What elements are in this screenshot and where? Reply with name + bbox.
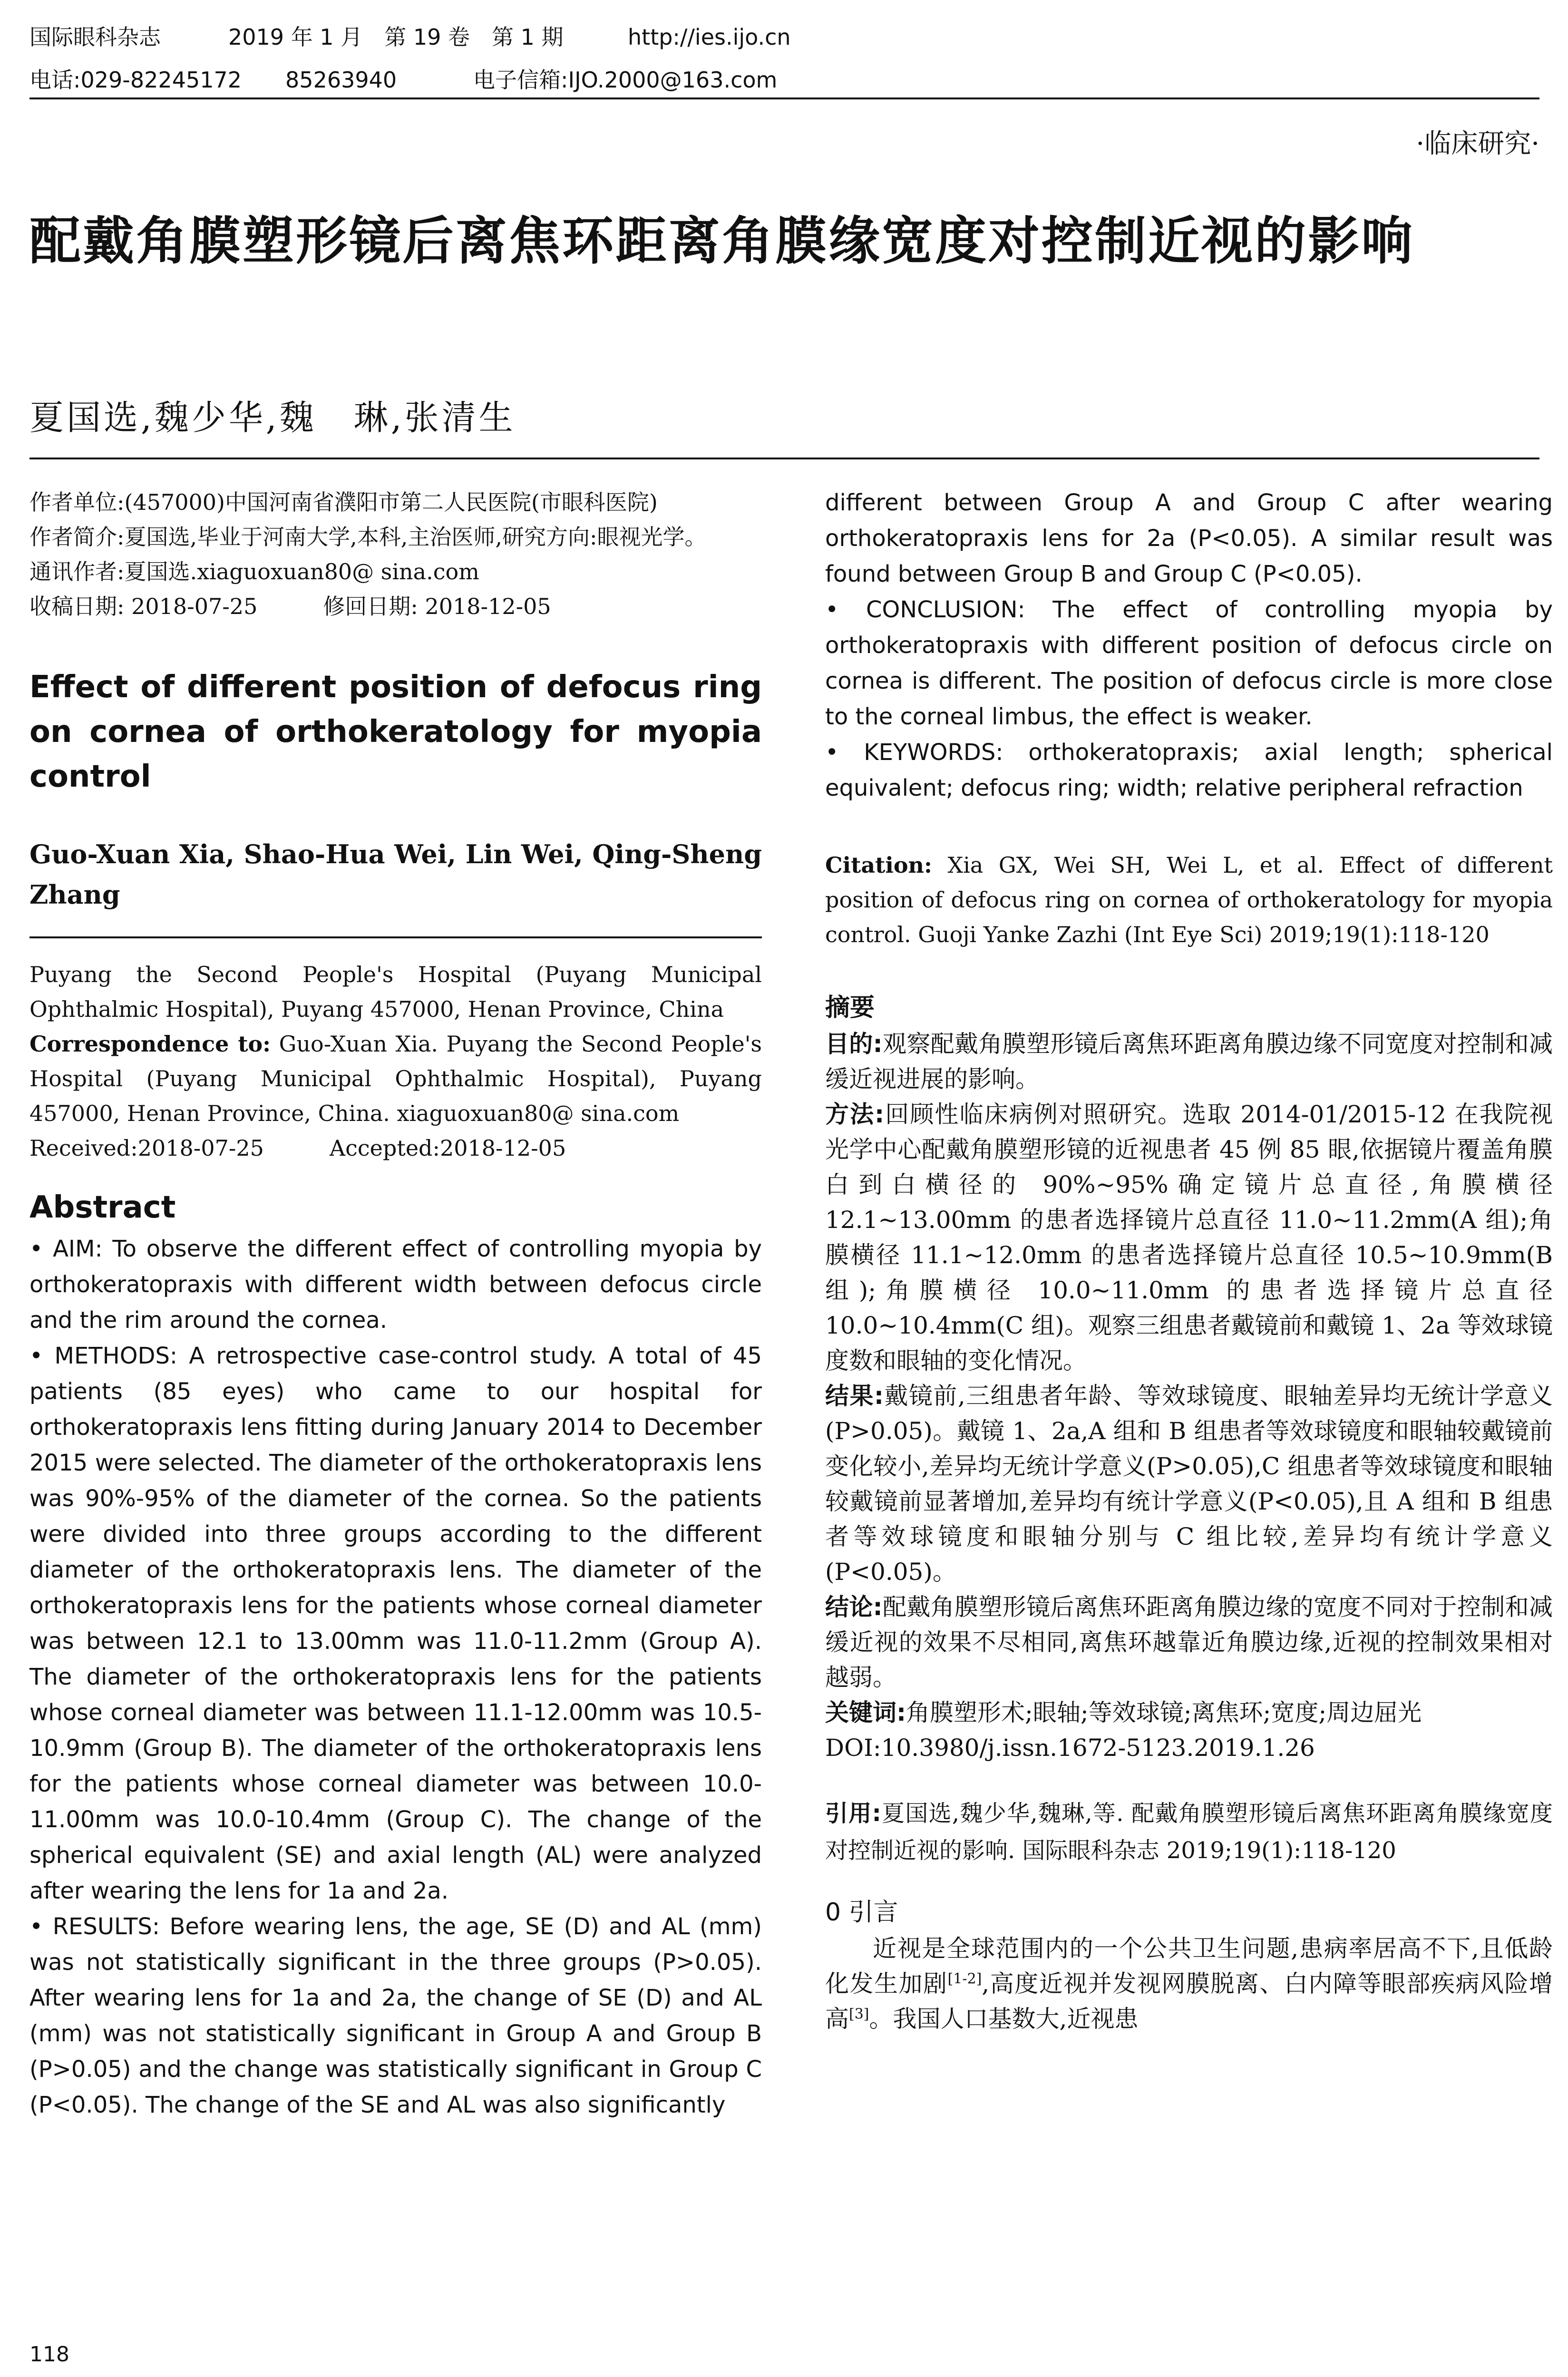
abstract-methods: • METHODS: A retrospective case-control study. A total of 45 patients (85 eyes) who came to our hospital for orthokeratopraxis lens fitting during January 2014 to December 2015 were selected. The diameter of the orthokeratopraxis lens was 90%-95% of the diameter of the cornea. So the patients were divided into three groups according to the different diameter of the orthokeratopraxis lens. The diameter of the orthokeratopraxis lens for the patients whose corneal diameter was between 12.1 to 13.00mm was 11.0-11.2mm (Group A). The diameter of the orthokeratopraxis lens for the patients whose corneal diameter was between 11.1-12.00mm was 10.5-10.9mm (Group B). The diameter of the orthokeratopraxis lens for the patients whose corneal diameter was between 10.0-11.00mm was 10.0-10.4mm (Group C). The change of the spherical equivalent (SE) and axial length (AL) were analyzed after wearing the lens for 1a and 2a. <box>29 1343 762 1904</box>
header-rule <box>29 97 1539 99</box>
intro-ref-1[interactable]: [1-2] <box>947 1970 982 1987</box>
affiliation-cn: 作者单位:(457000)中国河南省濮阳市第二人民医院(市眼科医院) <box>29 489 658 515</box>
left-column <box>29 485 762 2123</box>
abstract-aim: • AIM: To observe the different effect of controlling myopia by orthokeratopraxis with different width between defocus circle and the rim around the cornea. <box>29 1236 762 1334</box>
conclusion-cn-label: 结论: <box>825 1593 883 1621</box>
correspondence-en <box>29 1027 762 1131</box>
authors-cn: 夏国选,魏少华,魏 琳,张清生 <box>29 398 516 438</box>
aim-cn <box>825 1026 1553 1097</box>
section-tag: ·临床研究· <box>1416 128 1539 159</box>
page-number: 118 <box>29 2342 69 2367</box>
right-column <box>825 485 1553 2036</box>
intro-text-1: 近视是全球范围内的一个公共卫生问题,患病率居高不下,且低龄化发生加剧 <box>825 1935 1553 1997</box>
intro-paragraph <box>825 1931 1553 2036</box>
dates-cn: 收稿日期: 2018-07-25 修回日期: 2018-12-05 <box>29 594 551 619</box>
intro-text-3: 。我国人口基数大,近视患 <box>869 2005 1139 2033</box>
keywords-cn-text: 角膜塑形术;眼轴;等效球镜;离焦环;宽度;周边屈光 <box>906 1699 1422 1726</box>
authors-rule <box>29 936 762 938</box>
journal-phone: 电话:029-82245172 85263940 <box>29 67 397 93</box>
methods-cn-label: 方法: <box>825 1101 885 1128</box>
correspondence-label: Correspondence to: <box>29 1031 271 1057</box>
conclusion-cn-text: 配戴角膜塑形镜后离焦环距离角膜边缘的宽度不同对于控制和减缓近视的效果不尽相同,离焦环越靠近角膜边缘,近视的控制效果相对越弱。 <box>825 1593 1553 1691</box>
doi[interactable]: DOI:10.3980/j.issn.1672-5123.2019.1.26 <box>825 1734 1315 1762</box>
cite-cn-text: 夏国选,魏少华,魏琳,等. 配戴角膜塑形镜后离焦环距离角膜缘宽度对控制近视的影响. 国际眼科杂志 2019;19(1):118-120 <box>825 1800 1553 1864</box>
abstract-results: • RESULTS: Before wearing lens, the age, SE (D) and AL (mm) was not statistically significant in the three groups (P>0.05). After wearing lens for 1a and 2a, the change of SE (D) and AL (mm) was not statistically significant in Group A and Group B (P>0.05) and the change was statistically significant in Group C (P<0.05). The change of the SE and AL was also significantly <box>29 1913 762 2118</box>
authors-en: Guo-Xuan Xia, Shao-Hua Wei, Lin Wei, Qing-Sheng Zhang <box>29 839 762 910</box>
received-accepted: Received:2018-07-25 Accepted:2018-12-05 <box>29 1135 566 1161</box>
author-bio-cn: 作者简介:夏国选,毕业于河南大学,本科,主治医师,研究方向:眼视光学。 <box>29 524 707 550</box>
results-cn <box>825 1378 1553 1589</box>
aim-cn-label: 目的: <box>825 1030 883 1058</box>
journal-email[interactable]: 电子信箱:IJO.2000@163.com <box>473 67 778 93</box>
aim-cn-text: 观察配戴角膜塑形镜后离焦环距离角膜边缘不同宽度对控制和减缓近视进展的影响。 <box>825 1030 1553 1093</box>
results-cn-text: 戴镜前,三组患者年龄、等效球镜度、眼轴差异均无统计学意义(P>0.05)。戴镜 1、2a,A 组和 B 组患者等效球镜度和眼轴较戴镜前变化较小,差异均无统计学意义(P>0.05),C 组患者等效球镜度和眼轴较戴镜前显著增加,差异均有统计学意义(P<0.05),且 A 组和 B 组患者等效球镜度和眼轴分别与 C 组比较,差异均有统计学意义(P<0.05)。 <box>825 1382 1553 1586</box>
intro-ref-2[interactable]: [3] <box>849 2006 869 2023</box>
abstract-conclusion: • CONCLUSION: The effect of controlling myopia by orthokeratopraxis with different position of defocus circle on cornea is different. The position of defocus circle is more close to the corneal limbus, the effect is weaker. <box>825 596 1553 730</box>
intro-text-2: ,高度近视并发视网膜脱离、白内障等眼部疾病风险增高 <box>825 1970 1553 2033</box>
cite-cn-label: 引用: <box>825 1800 881 1827</box>
citation-label: Citation: <box>825 852 932 878</box>
title-en: Effect of different position of defocus ring on cornea of orthokeratology for myopia control <box>29 670 762 794</box>
journal-url[interactable]: http://ies.ijo.cn <box>628 24 791 50</box>
issue-info: 2019 年 1 月 第 19 卷 第 1 期 <box>228 24 564 50</box>
methods-cn-text: 回顾性临床病例对照研究。选取 2014-01/2015-12 在我院视光学中心配戴角膜塑形镜的近视患者 45 例 85 眼,依据镜片覆盖角膜白到白横径的 90%~95%确定镜片总直径,角膜横径 12.1~13.00mm 的患者选择镜片总直径 11.0~11.2mm(A 组);角膜横径 11.1~12.0mm 的患者选择镜片总直径 10.5~10.9mm(B 组);角膜横径 10.0~11.0mm 的患者选择镜片总直径 10.0~10.4mm(C 组)。观察三组患者戴镜前和戴镜 1、2a 等效球镜度数和眼轴的变化情况。 <box>825 1101 1553 1374</box>
citation-text: Xia GX, Wei SH, Wei L, et al. Effect of different position of defocus ring on cornea of orthokeratology for myopia control. Guoji Yanke Zazhi (Int Eye Sci) 2019;19(1):118-120 <box>825 852 1553 947</box>
citation-en <box>825 848 1553 952</box>
intro-heading: 0 引言 <box>825 1898 898 1927</box>
journal-name: 国际眼科杂志 <box>29 24 161 50</box>
abstract-cn-heading: 摘要 <box>825 994 875 1022</box>
title-cn: 配戴角膜塑形镜后离焦环距离角膜缘宽度对控制近视的影响 <box>29 212 1415 271</box>
conclusion-cn <box>825 1589 1553 1695</box>
keywords-cn <box>825 1695 1553 1730</box>
corresponding-cn: 通讯作者:夏国选.xiaguoxuan80@ sina.com <box>29 559 479 585</box>
abstract-keywords: • KEYWORDS: orthokeratopraxis; axial length; spherical equivalent; defocus ring; width; relative peripheral refraction <box>825 739 1553 801</box>
cite-cn <box>825 1795 1553 1869</box>
methods-cn <box>825 1097 1553 1378</box>
title-rule <box>29 458 1539 459</box>
affiliation-en: Puyang the Second People's Hospital (Puyang Municipal Ophthalmic Hospital), Puyang 457000, Henan Province, China <box>29 962 762 1022</box>
abstract-heading: Abstract <box>29 1190 176 1225</box>
correspondence-text: Guo-Xuan Xia. Puyang the Second People's Hospital (Puyang Municipal Ophthalmic Hospital), Puyang 457000, Henan Province, China. xiaguoxuan80@ sina.com <box>29 1031 762 1126</box>
results-cn-label: 结果: <box>825 1382 884 1410</box>
abstract-results-cont: different between Group A and Group C after wearing orthokeratopraxis lens for 2a (P<0.05). A similar result was found between Group B and Group C (P<0.05). <box>825 489 1553 587</box>
keywords-cn-label: 关键词: <box>825 1699 906 1726</box>
